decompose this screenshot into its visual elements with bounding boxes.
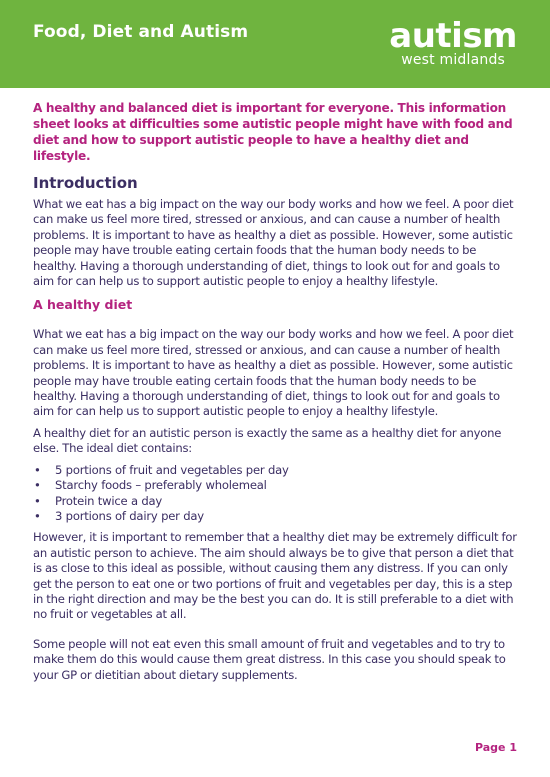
bullet-icon: • [34,508,41,523]
healthy-diet-paragraph-1: What we eat has a big impact on the way our body works and how we feel. A poor diet can make us feel more tired, stressed or anxious, and can cause a number of health problems. It is important to have as healthy a diet as possible. However, some autistic people may have trouble eating certain foods that the human body needs to be healthy. Having a thorough understanding of diet, things to look out for and goals to aim for can help us to support autistic people to enjoy a healthy lifestyle. [33,327,514,419]
introduction-paragraph: What we eat has a big impact on the way our body works and how we feel. A poor diet can make us feel more tired, stressed or anxious, and can cause a number of health problems. It is important to have as healthy a diet as possible. However, some autistic people may have trouble eating certain foods that the human body needs to be healthy. Having a thorough understanding of diet, things to look out for and goals to aim for can help us to support autistic people to enjoy a healthy lifestyle. [33,197,514,289]
healthy-diet-paragraph-3: However, it is important to remember that a healthy diet may be extremely difficult for an autistic person to achieve. The aim should always be to give that person a diet that is as close to this ideal as possible, without causing them any distress. If you can only get the person to eat one or two portions of fruit and vegetables per day, this is a step in the right direction and may be the best you can do. It is still preferable to a diet with no fruit or vegetables at all. [33,530,517,622]
healthy-diet-heading: A healthy diet [33,297,133,313]
document-title: Food, Diet and Autism [33,22,249,42]
page-number: Page 1 [474,741,517,754]
intro-summary: A healthy and balanced diet is important for everyone. This information sheet looks at difficulties some autistic people might have with food and diet and how to support autistic people to have a healthy diet and lifestyle. [33,101,513,163]
bullet-icon: • [34,478,41,493]
bullet-icon: • [34,462,41,477]
list-item [33,463,519,478]
list-item [33,478,519,493]
list-item [33,494,519,509]
list-item [33,509,519,524]
list-item-text: 3 portions of dairy per day [55,508,204,523]
logo-main-text: autism [389,16,517,56]
healthy-diet-paragraph-4: Some people will not eat even this small amount of fruit and vegetables and to try to make them do this would cause them great distress. In this case you should speak to your GP or dietitian about dietary supplements. [33,636,506,682]
healthy-diet-paragraph-2: A healthy diet for an autistic person is exactly the same as a healthy diet for anyone else. The ideal diet contains: [33,425,502,456]
autism-west-midlands-logo [389,16,517,68]
bullet-icon: • [34,493,41,508]
list-item-text: 5 portions of fruit and vegetables per day [55,462,289,477]
ideal-diet-list [33,463,519,525]
introduction-heading: Introduction [33,174,138,192]
document-body [33,100,519,689]
list-item-text: Protein twice a day [55,493,163,508]
header-banner [0,0,550,88]
list-item-text: Starchy foods – preferably wholemeal [55,478,267,493]
logo-sub-text: west midlands [401,52,506,68]
